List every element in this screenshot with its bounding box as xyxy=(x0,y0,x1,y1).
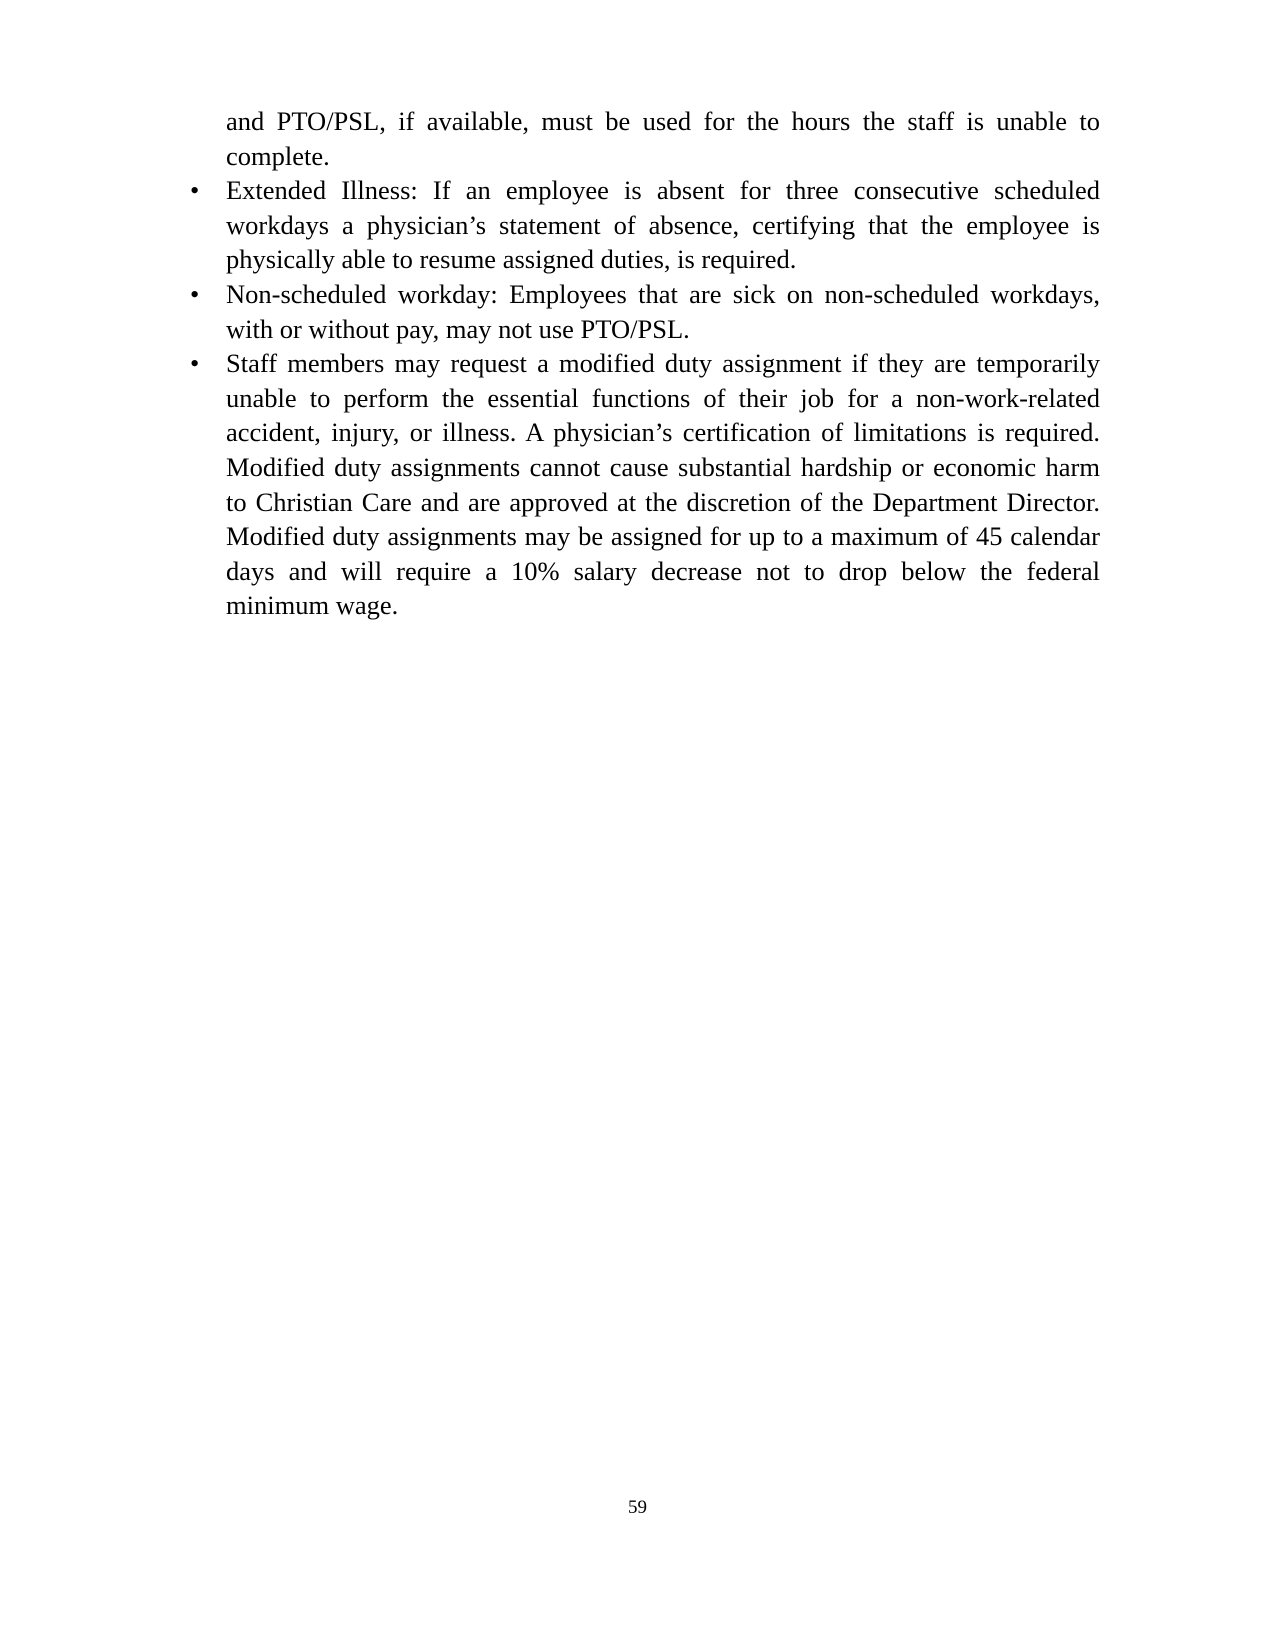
continuation-paragraph: and PTO/PSL, if available, must be used for the hours the staff is unable to complete. xyxy=(226,106,1100,171)
bullet-point-icon: • xyxy=(190,278,200,309)
bullet-point-icon: • xyxy=(190,175,200,206)
page-number: 59 xyxy=(628,1497,647,1518)
list-item-text: Non-scheduled workday: Employees that are sick on non-scheduled workdays, with or without pay, may not use PTO/PSL. xyxy=(226,278,1100,344)
bullet-point-icon: • xyxy=(190,348,200,379)
page-content xyxy=(182,104,1100,623)
list-item-text: Extended Illness: If an employee is absent for three consecutive scheduled workdays a physician’s statement of absence, certifying that the employee is physically able to resume assigned duties, is required. xyxy=(226,175,1100,275)
policy-bullet-list xyxy=(182,173,1100,623)
list-item xyxy=(182,173,1100,277)
list-item xyxy=(182,346,1100,623)
list-item xyxy=(182,277,1100,346)
list-item-text: Staff members may request a modified duty assignment if they are temporarily unable to perform the essential functions of their job for a non-work-related accident, injury, or illness. A physician’s certification of limitations is required. Modified duty assignments cannot cause substantial hardship or economic harm to Christian Care and are approved at the discretion of the Department Director. Modified duty assignments may be assigned for up to a maximum of 45 calendar days and will require a 10% salary decrease not to drop below the federal minimum wage. xyxy=(226,348,1100,621)
